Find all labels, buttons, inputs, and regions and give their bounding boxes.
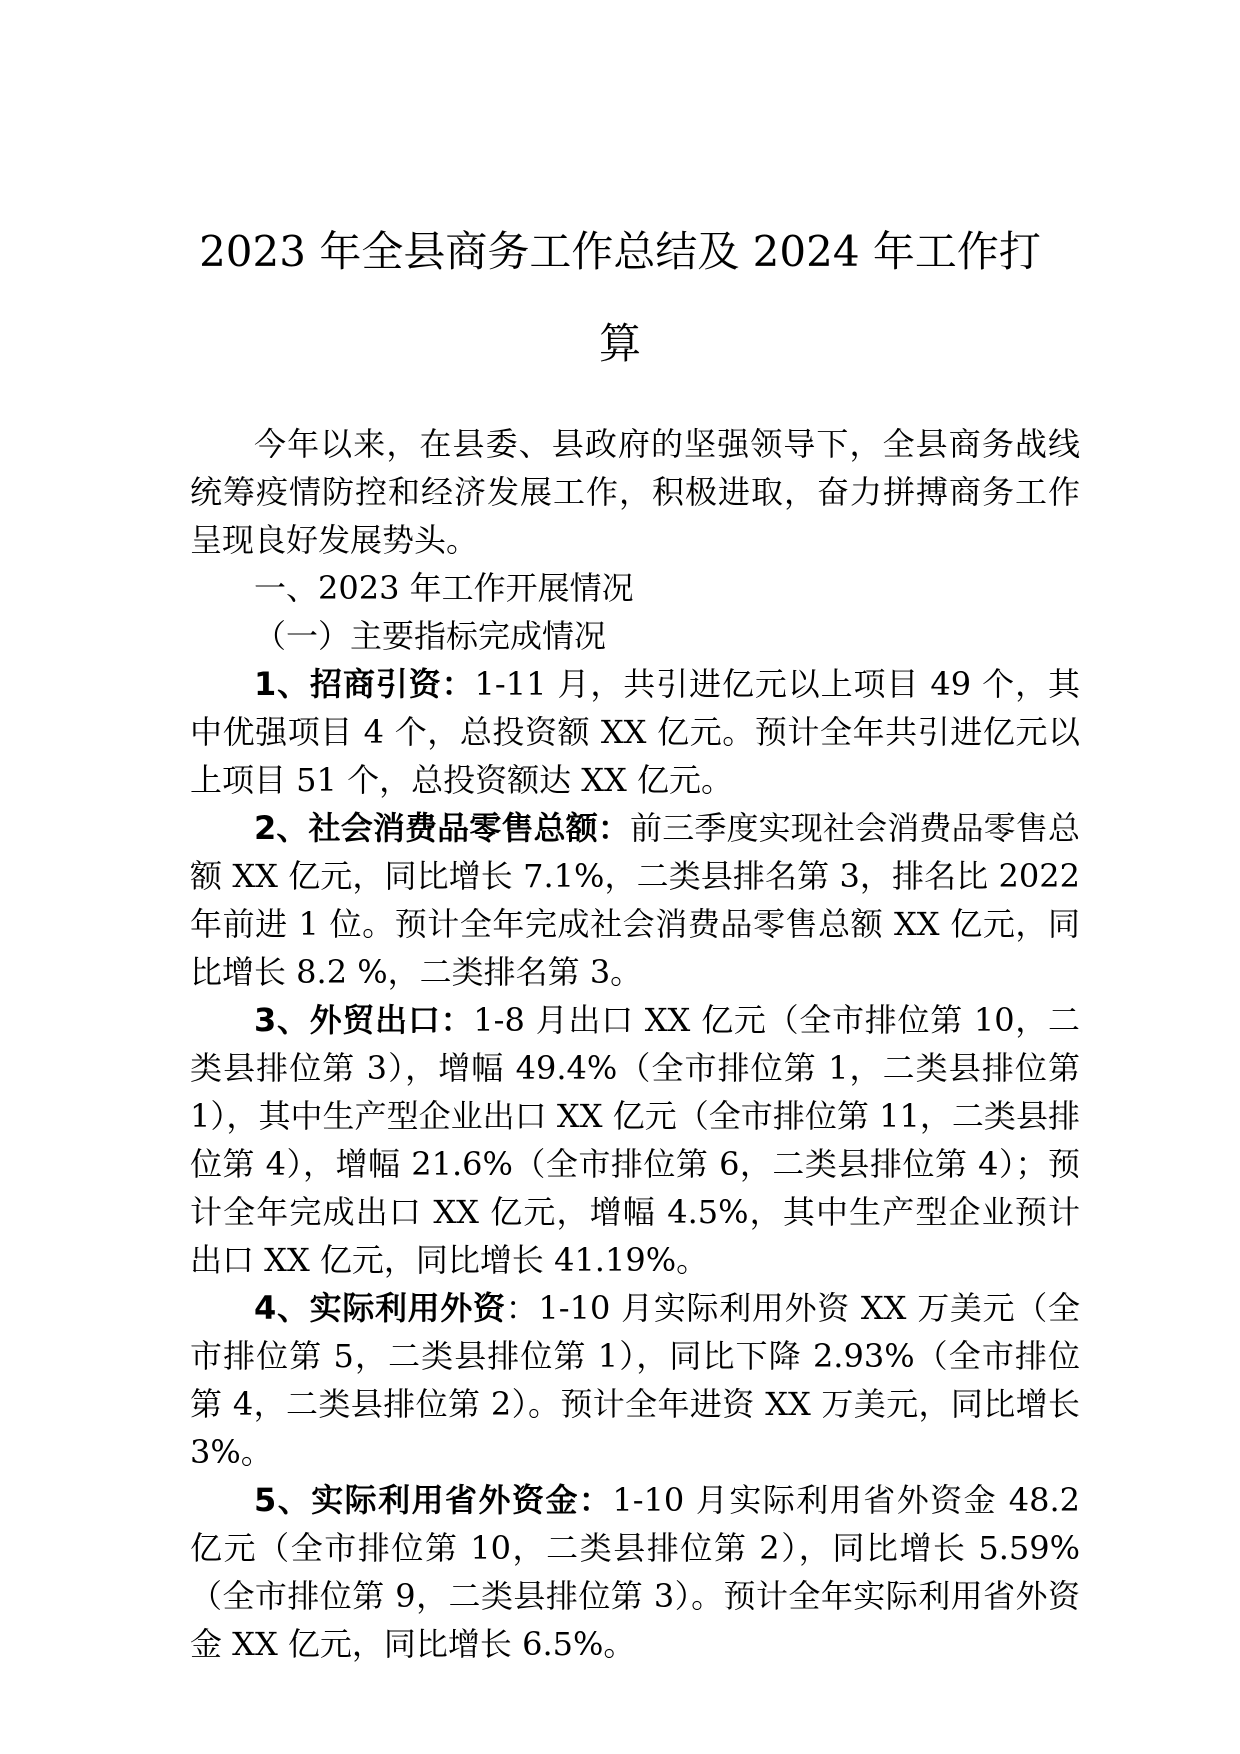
item-lead: 5、实际利用省外资金： [254,1481,613,1519]
item-lead: 2、社会消费品零售总额： [254,809,631,847]
item-paragraph-3 [190,996,1080,1284]
item-text: 1-11 月，共引进亿元以上项目 49 个，其中优强项目 4 个，总投资额 XX 亿元。预计全年共引进亿元以上项目 51 个，总投资额达 XX 亿元。 [190,665,1080,799]
title-line-1: 2023 年全县商务工作总结及 2024 年工作打 [199,227,1041,276]
item-text: 1-10 月实际利用省外资金 48.2 亿元（全市排位第 10，二类县排位第 2），同比增长 5.59%（全市排位第 9，二类县排位第 3）。预计全年实际利用省外资金 XX 亿元，同比增长 6.5%。 [190,1481,1080,1663]
item-paragraph-4 [190,1284,1080,1476]
item-paragraph-1 [190,660,1080,804]
section-heading: 一、2023 年工作开展情况 [254,569,634,607]
item-text: 前三季度实现社会消费品零售总额 XX 亿元，同比增长 7.1%，二类县排名第 3，排名比 2022 年前进 1 位。预计全年完成社会消费品零售总额 XX 亿元，同比增长 8.2 %，二类排名第 3。 [190,809,1080,991]
item-text: ：1-10 月实际利用外资 XX 万美元（全市排位第 5，二类县排位第 1），同比下降 2.93%（全市排位第 4，二类县排位第 2）。预计全年进资 XX 万美元，同比增长 3%。 [190,1289,1080,1471]
item-paragraph-5 [190,1476,1080,1668]
item-text: 1-8 月出口 XX 亿元（全市排位第 10，二类县排位第 3），增幅 49.4%（全市排位第 1，二类县排位第 1），其中生产型企业出口 XX 亿元（全市排位第 11，二类县排位第 4），增幅 21.6%（全市排位第 6，二类县排位第 4）；预计全年完成出口 XX 亿元，增幅 4.5%，其中生产型企业预计出口 XX 亿元，同比增长 41.19%。 [190,1001,1080,1279]
item-lead: 3、外贸出口： [254,1001,474,1039]
title-line-2: 算 [598,319,641,368]
document-title [150,206,1090,390]
document-body [190,420,1080,1668]
intro-paragraph: 今年以来，在县委、县政府的坚强领导下，全县商务战线统筹疫情防控和经济发展工作，积极进取，奋力拼搏商务工作呈现良好发展势头。 [190,425,1080,559]
item-paragraph-2 [190,804,1080,996]
item-lead: 4、实际利用外资 [254,1289,506,1327]
subsection-heading: （一）主要指标完成情况 [254,617,607,655]
item-lead: 1、招商引资： [254,665,475,703]
